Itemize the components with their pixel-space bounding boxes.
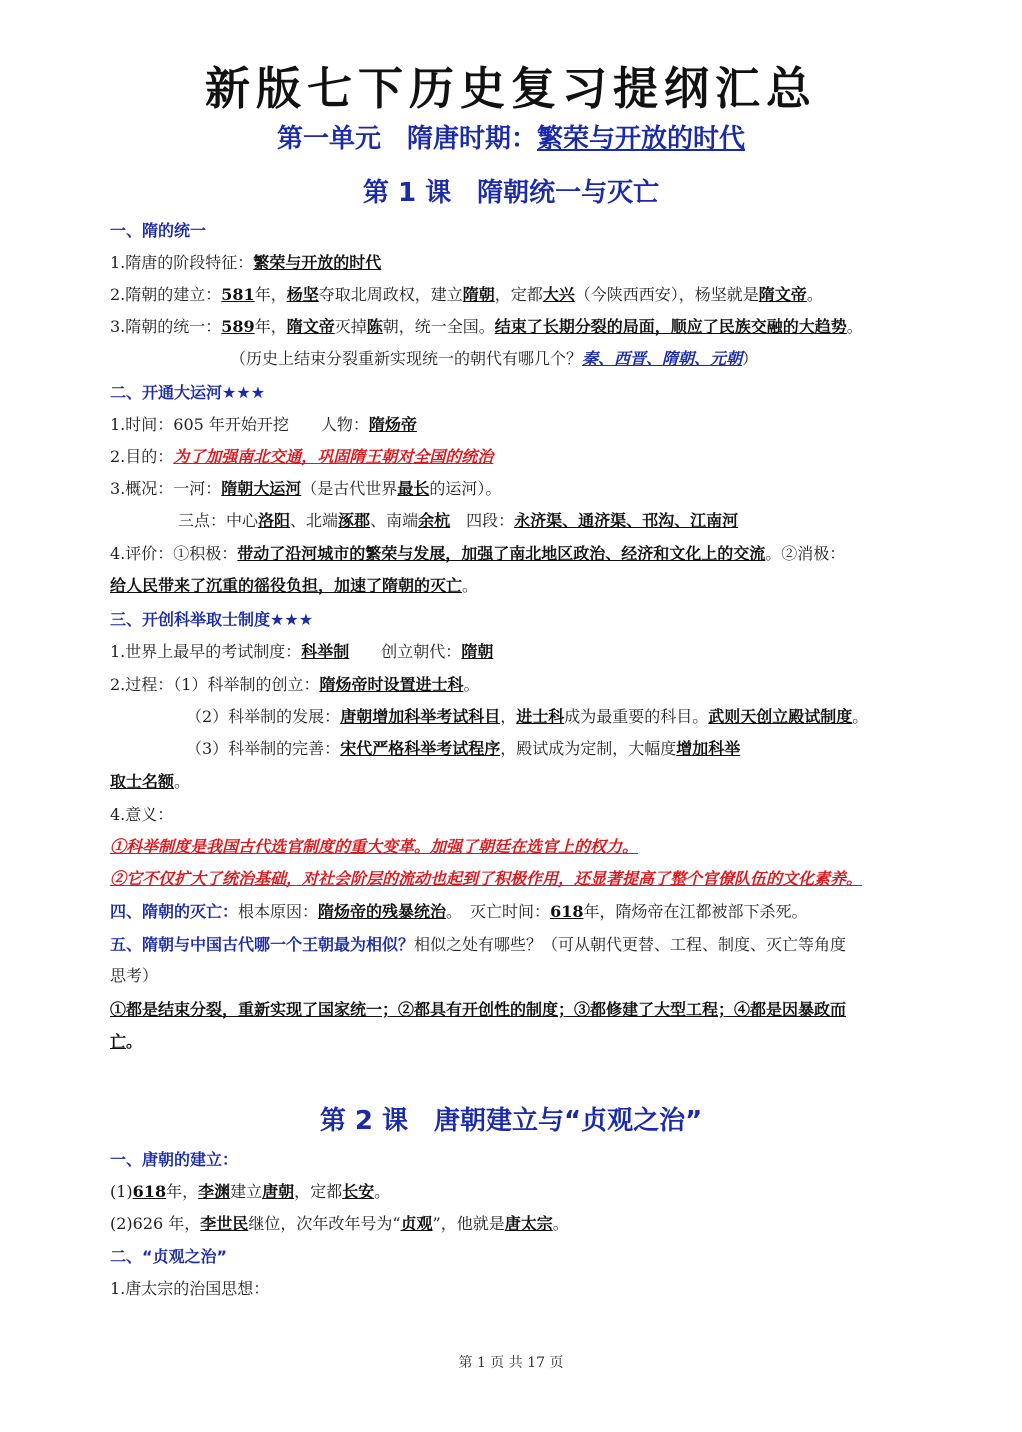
lesson-2-title: 第 2 课 唐朝建立与“贞观之治” bbox=[319, 1106, 703, 1136]
text-line: 思考） bbox=[110, 966, 159, 985]
text-line: 2.隋朝的建立：581年，杨坚夺取北周政权，建立隋朝，定都大兴（今陕西西安），杨坚就是隋文帝。 bbox=[110, 285, 823, 304]
text-line: （历史上结束分裂重新实现统一的朝代有哪几个？秦、西晋、隋朝、元朝） bbox=[230, 349, 759, 368]
section-line: 五、隋朝与中国古代哪一个王朝最为相似？相似之处有哪些？（可从朝代更替、工程、制度、灭亡等角度 bbox=[110, 935, 847, 954]
text-line: 1.世界上最早的考试制度：科举制 创立朝代：隋朝 bbox=[110, 642, 494, 661]
text-line: 三点：中心洛阳、北端涿郡、南端余杭 四段：永济渠、通济渠、邗沟、江南河 bbox=[178, 511, 739, 530]
text-line-highlight: ②它不仅扩大了统治基础，对社会阶层的流动也起到了积极作用，还显著提高了整个官僚队伍的文化素养。 bbox=[110, 869, 863, 888]
lesson-1-title: 第 1 课 隋朝统一与灭亡 bbox=[362, 178, 660, 208]
text-line: 1.唐太宗的治国思想： bbox=[110, 1279, 270, 1298]
text-line: 1.隋唐的阶段特征：繁荣与开放的时代 bbox=[110, 253, 382, 272]
star-rating: ★★★ bbox=[222, 383, 266, 402]
unit-theme: 繁荣与开放的时代 bbox=[537, 124, 746, 154]
page-title: 新版七下历史复习提纲汇总 bbox=[204, 62, 817, 115]
text-line: （3）科举制的完善：宋代严格科举考试程序，殿试成为定制，大幅度增加科举 bbox=[186, 739, 741, 758]
section-heading: 一、唐朝的建立： bbox=[110, 1150, 239, 1169]
text-line: 2.过程：（1）科举制的创立：隋炀帝时设置进士科。 bbox=[110, 675, 480, 694]
star-rating: ★★★ bbox=[270, 610, 314, 629]
text-line: (1)618年，李渊建立唐朝，定都长安。 bbox=[110, 1182, 391, 1201]
text-line: 4.意义： bbox=[110, 805, 174, 824]
text-line: (2)626 年，李世民继位，次年改年号为“贞观”，他就是唐太宗。 bbox=[110, 1214, 569, 1233]
section-line: 四、隋朝的灭亡：根本原因：隋炀帝的残暴统治。 灭亡时间：618年，隋炀帝在江都被部下杀死。 bbox=[110, 902, 808, 921]
section-heading: 三、开创科举取士制度★★★ bbox=[110, 610, 314, 629]
text-line: 3.概况：一河：隋朝大运河（是古代世界最长的运河）。 bbox=[110, 479, 502, 498]
section-heading: 二、开通大运河★★★ bbox=[110, 383, 266, 402]
section-heading: 二、“贞观之治” bbox=[110, 1247, 228, 1266]
page-footer: 第 1 页 共 17 页 bbox=[458, 1355, 564, 1371]
text-line-highlight: ①科举制度是我国古代选官制度的重大变革。加强了朝廷在选官上的权力。 bbox=[110, 837, 639, 856]
section-heading: 一、隋的统一 bbox=[110, 221, 207, 240]
text-line: 2.目的：为了加强南北交通，巩固隋王朝对全国的统治 bbox=[110, 447, 494, 466]
text-line: （2）科举制的发展：唐朝增加科举考试科目，进士科成为最重要的科目。武则天创立殿试制度。 bbox=[186, 707, 869, 726]
text-line: 1.时间：605 年开始开挖 人物：隋炀帝 bbox=[110, 415, 417, 434]
text-line: 取士名额。 bbox=[110, 772, 191, 791]
unit-title bbox=[0, 118, 1022, 155]
text-line: ①都是结束分裂，重新实现了国家统一；②都具有开创性的制度；③都修建了大型工程；④都是因暴政而 bbox=[110, 1000, 847, 1019]
text-line: 3.隋朝的统一：589年，隋文帝灭掉陈朝，统一全国。结束了长期分裂的局面，顺应了民族交融的大趋势。 bbox=[110, 317, 863, 336]
text-line: 4.评价：①积极：带动了沿河城市的繁荣与发展，加强了南北地区政治、经济和文化上的交流。②消极： bbox=[110, 544, 846, 563]
text-line: 给人民带来了沉重的徭役负担，加速了隋朝的灭亡。 bbox=[110, 576, 479, 595]
unit-prefix: 第一单元 隋唐时期： bbox=[276, 124, 537, 154]
text-line: 亡。 bbox=[110, 1032, 143, 1051]
